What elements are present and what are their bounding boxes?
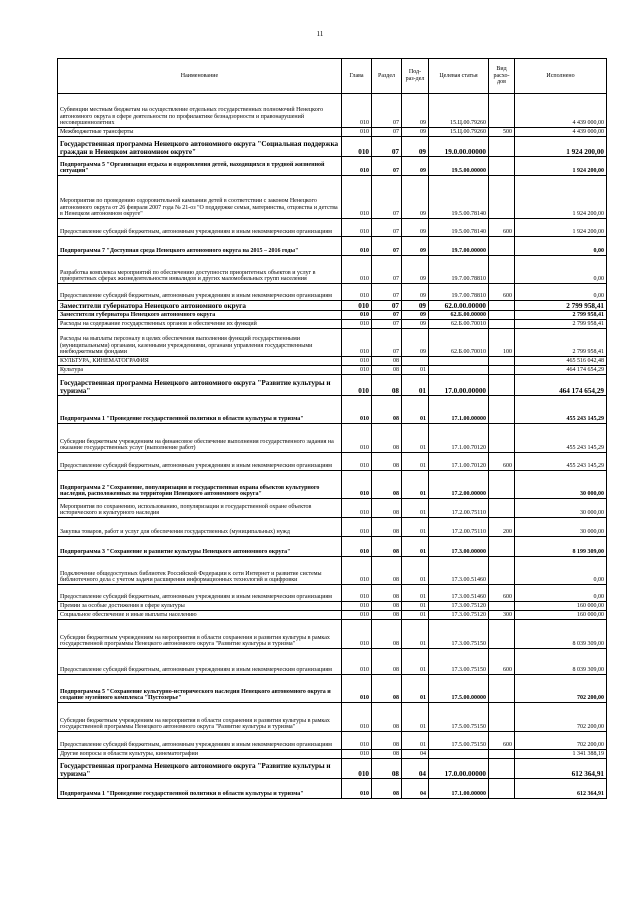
cell-podrazdel: 01 <box>402 537 429 557</box>
cell-amount: 2 799 958,41 <box>515 329 607 357</box>
cell-vid <box>489 750 515 759</box>
cell-vid: 600 <box>489 649 515 675</box>
cell-glava: 010 <box>342 675 372 703</box>
cell-podrazdel: 09 <box>402 320 429 329</box>
cell-glava: 010 <box>342 366 372 375</box>
table-row <box>58 471 607 499</box>
cell-glava: 010 <box>342 750 372 759</box>
cell-glava: 010 <box>342 311 372 320</box>
cell-razdel: 08 <box>372 703 402 732</box>
cell-name: Предоставление субсидий бюджетным, автономным учреждениям и иным некоммерческим организациям <box>58 585 342 602</box>
cell-name: Подпрограмма 1 "Проведение государственной политики в области культуры и туризма" <box>58 396 342 424</box>
cell-glava: 010 <box>342 219 372 237</box>
cell-target <box>429 366 489 375</box>
cell-amount: 455 243 145,29 <box>515 424 607 453</box>
cell-podrazdel: 09 <box>402 137 429 157</box>
cell-razdel: 08 <box>372 759 402 779</box>
cell-glava: 010 <box>342 94 372 128</box>
cell-target: 17.2.00.75110 <box>429 518 489 537</box>
cell-target: 62.Б.00.70010 <box>429 320 489 329</box>
cell-target: 17.3.00.75120 <box>429 602 489 611</box>
cell-glava: 010 <box>342 759 372 779</box>
cell-amount: 702 200,00 <box>515 732 607 750</box>
cell-amount: 4 439 000,00 <box>515 128 607 137</box>
cell-podrazdel: 04 <box>402 750 429 759</box>
cell-razdel: 08 <box>372 620 402 649</box>
cell-vid: 600 <box>489 732 515 750</box>
table-row <box>58 357 607 366</box>
cell-vid <box>489 675 515 703</box>
cell-podrazdel: 01 <box>402 557 429 585</box>
cell-target: 17.3.00.51460 <box>429 585 489 602</box>
cell-vid <box>489 499 515 518</box>
cell-podrazdel <box>402 357 429 366</box>
cell-name: Расходы на выплаты персоналу в целях обеспечения выполнения функций государственными (муниципальными) органами, казенными учреждениями, органами управления государственными внебюджетными фондами <box>58 329 342 357</box>
cell-glava: 010 <box>342 557 372 585</box>
cell-target: 19.5.00.00000 <box>429 157 489 176</box>
table-row <box>58 94 607 128</box>
cell-glava: 010 <box>342 537 372 557</box>
cell-podrazdel: 09 <box>402 94 429 128</box>
cell-name: Подпрограмма 5 "Сохранение культурно-исторического наследия Ненецкого автономного округа и создание музейного комплекса "Пустозерье" <box>58 675 342 703</box>
cell-razdel: 08 <box>372 585 402 602</box>
cell-podrazdel: 04 <box>402 759 429 779</box>
cell-vid <box>489 537 515 557</box>
cell-amount: 1 924 200,00 <box>515 157 607 176</box>
cell-name: Субвенции местным бюджетам на осуществление отдельных государственных полномочий Ненецкого автономного округа в сфере деятельности по профилактике безнадзорности и правонарушений несовершеннолетних <box>58 94 342 128</box>
header-name: Наименование <box>58 59 342 94</box>
cell-amount: 1 924 200,00 <box>515 219 607 237</box>
cell-target: 15.Ц.00.79260 <box>429 94 489 128</box>
cell-razdel: 08 <box>372 366 402 375</box>
cell-podrazdel: 01 <box>402 585 429 602</box>
cell-target: 17.1.00.00000 <box>429 396 489 424</box>
cell-podrazdel: 01 <box>402 366 429 375</box>
cell-vid <box>489 620 515 649</box>
cell-vid: 100 <box>489 329 515 357</box>
cell-name: Культура <box>58 366 342 375</box>
table-row <box>58 301 607 311</box>
cell-razdel: 07 <box>372 237 402 256</box>
table-row <box>58 779 607 799</box>
budget-table <box>57 58 607 799</box>
cell-target: 62.Б.00.00000 <box>429 311 489 320</box>
cell-amount: 0,00 <box>515 284 607 301</box>
cell-target: 19.7.00.00000 <box>429 237 489 256</box>
cell-vid: 600 <box>489 453 515 471</box>
table-row <box>58 128 607 137</box>
cell-razdel: 08 <box>372 750 402 759</box>
cell-target: 17.1.00.00000 <box>429 779 489 799</box>
table-row <box>58 219 607 237</box>
cell-glava: 010 <box>342 499 372 518</box>
cell-razdel: 08 <box>372 396 402 424</box>
cell-vid <box>489 602 515 611</box>
table-row <box>58 320 607 329</box>
cell-podrazdel: 09 <box>402 157 429 176</box>
cell-name: Субсидии бюджетным учреждениям на мероприятия в области сохранения и развития культуры в рамках государственной программы Ненецкого автономного округа "Развитие культуры и туризма" <box>58 703 342 732</box>
table-row <box>58 176 607 219</box>
cell-razdel: 08 <box>372 518 402 537</box>
cell-razdel: 07 <box>372 320 402 329</box>
cell-vid <box>489 471 515 499</box>
cell-vid <box>489 357 515 366</box>
cell-podrazdel: 09 <box>402 311 429 320</box>
table-row <box>58 453 607 471</box>
cell-podrazdel: 01 <box>402 649 429 675</box>
cell-amount: 464 174 654,29 <box>515 366 607 375</box>
cell-podrazdel: 09 <box>402 219 429 237</box>
table-row <box>58 284 607 301</box>
cell-razdel: 07 <box>372 94 402 128</box>
table-row <box>58 237 607 256</box>
cell-target <box>429 357 489 366</box>
cell-vid <box>489 779 515 799</box>
cell-name: Заместители губернатора Ненецкого автономного округа <box>58 301 342 311</box>
cell-glava: 010 <box>342 237 372 256</box>
cell-amount: 1 924 200,00 <box>515 176 607 219</box>
cell-name: Государственная программа Ненецкого автономного округа "Развитие культуры и туризма" <box>58 759 342 779</box>
table-row <box>58 557 607 585</box>
cell-glava: 010 <box>342 649 372 675</box>
table-row <box>58 396 607 424</box>
table-row <box>58 366 607 375</box>
table-row <box>58 329 607 357</box>
cell-vid <box>489 237 515 256</box>
header-podrazdel: Под-раз-дел <box>402 59 429 94</box>
cell-name: Предоставление субсидий бюджетным, автономным учреждениям и иным некоммерческим организациям <box>58 284 342 301</box>
cell-glava: 010 <box>342 611 372 620</box>
cell-glava: 010 <box>342 732 372 750</box>
cell-vid: 300 <box>489 611 515 620</box>
cell-name: Подпрограмма 7 "Доступная среда Ненецкого автономного округа на 2015 – 2016 годы" <box>58 237 342 256</box>
cell-vid: 600 <box>489 219 515 237</box>
cell-target: 17.3.00.75150 <box>429 649 489 675</box>
header-amount: Исполнено <box>515 59 607 94</box>
cell-name: Подпрограмма 2 "Сохранение, популяризация и государственная охрана объектов культурного наследия, расположенных на территории Ненецкого автономного округа" <box>58 471 342 499</box>
cell-target: 17.0.00.00000 <box>429 375 489 396</box>
table-row <box>58 750 607 759</box>
header-target: Целевая статья <box>429 59 489 94</box>
cell-name: Межбюджетные трансферты <box>58 128 342 137</box>
cell-podrazdel: 01 <box>402 611 429 620</box>
cell-razdel: 08 <box>372 424 402 453</box>
cell-amount: 30 000,00 <box>515 499 607 518</box>
cell-razdel: 08 <box>372 732 402 750</box>
cell-target: 17.5.00.75150 <box>429 703 489 732</box>
table-row <box>58 649 607 675</box>
cell-target: 17.0.00.00000 <box>429 759 489 779</box>
cell-name: Разработка комплекса мероприятий по обеспечению доступности приоритетных объектов и услуг в приоритетных сферах жизнедеятельности инвалидов и других маломобильных групп населения <box>58 256 342 284</box>
cell-vid <box>489 703 515 732</box>
cell-name: Подпрограмма 1 "Проведение государственной политики в области культуры и туризма" <box>58 779 342 799</box>
cell-vid <box>489 366 515 375</box>
cell-target: 62.Б.00.70010 <box>429 329 489 357</box>
cell-amount: 612 364,91 <box>515 779 607 799</box>
cell-razdel: 08 <box>372 675 402 703</box>
cell-razdel: 07 <box>372 137 402 157</box>
cell-glava: 010 <box>342 329 372 357</box>
cell-amount: 455 243 145,29 <box>515 453 607 471</box>
table-row <box>58 499 607 518</box>
cell-razdel: 07 <box>372 311 402 320</box>
cell-amount: 4 439 000,00 <box>515 94 607 128</box>
cell-glava: 010 <box>342 703 372 732</box>
cell-glava: 010 <box>342 128 372 137</box>
cell-podrazdel: 01 <box>402 471 429 499</box>
cell-target: 17.3.00.51460 <box>429 557 489 585</box>
cell-podrazdel: 01 <box>402 518 429 537</box>
cell-amount: 2 799 958,41 <box>515 320 607 329</box>
cell-amount: 0,00 <box>515 256 607 284</box>
table-row <box>58 620 607 649</box>
cell-podrazdel: 09 <box>402 256 429 284</box>
table-row <box>58 611 607 620</box>
cell-glava: 010 <box>342 301 372 311</box>
table-row <box>58 602 607 611</box>
cell-razdel: 07 <box>372 329 402 357</box>
cell-glava: 010 <box>342 602 372 611</box>
table-row <box>58 518 607 537</box>
cell-glava: 010 <box>342 256 372 284</box>
cell-glava: 010 <box>342 157 372 176</box>
cell-glava: 010 <box>342 375 372 396</box>
table-row <box>58 311 607 320</box>
cell-razdel: 07 <box>372 128 402 137</box>
cell-razdel: 07 <box>372 301 402 311</box>
cell-name: Предоставление субсидий бюджетным, автономным учреждениям и иным некоммерческим организациям <box>58 732 342 750</box>
cell-name: Предоставление субсидий бюджетным, автономным учреждениям и иным некоммерческим организациям <box>58 453 342 471</box>
cell-podrazdel: 01 <box>402 375 429 396</box>
cell-razdel: 08 <box>372 779 402 799</box>
cell-vid <box>489 157 515 176</box>
cell-vid: 600 <box>489 585 515 602</box>
cell-target: 19.7.00.78810 <box>429 256 489 284</box>
cell-glava: 010 <box>342 453 372 471</box>
cell-target: 17.2.00.75110 <box>429 499 489 518</box>
cell-amount: 1 341 388,19 <box>515 750 607 759</box>
cell-razdel: 07 <box>372 256 402 284</box>
cell-target: 19.0.00.00000 <box>429 137 489 157</box>
cell-vid <box>489 759 515 779</box>
cell-razdel: 08 <box>372 453 402 471</box>
cell-name: Субсидии бюджетным учреждениям на мероприятия в области сохранения и развития культуры в рамках государственной программы Ненецкого автономного округа "Развитие культуры и туризма" <box>58 620 342 649</box>
cell-glava: 010 <box>342 779 372 799</box>
cell-vid <box>489 176 515 219</box>
cell-target: 62.0.00.00000 <box>429 301 489 311</box>
cell-podrazdel: 09 <box>402 176 429 219</box>
table-row <box>58 675 607 703</box>
cell-razdel: 07 <box>372 219 402 237</box>
cell-name: Социальное обеспечение и иные выплаты населению <box>58 611 342 620</box>
cell-razdel: 08 <box>372 471 402 499</box>
cell-vid <box>489 311 515 320</box>
cell-name: КУЛЬТУРА, КИНЕМАТОГРАФИЯ <box>58 357 342 366</box>
cell-vid <box>489 424 515 453</box>
cell-name: Мероприятия по проведению оздоровительной кампании детей в соответствии с законом Ненецкого автономного округа от 26 февраля 2007 года № 21-оз "О поддержке семьи, материнства, отцовства и детства в Ненецком автономном округе" <box>58 176 342 219</box>
cell-vid <box>489 557 515 585</box>
cell-vid <box>489 375 515 396</box>
cell-glava: 010 <box>342 176 372 219</box>
cell-target: 19.5.00.78140 <box>429 219 489 237</box>
cell-amount: 465 516 042,48 <box>515 357 607 366</box>
cell-amount: 8 039 309,00 <box>515 620 607 649</box>
cell-vid <box>489 137 515 157</box>
cell-amount: 0,00 <box>515 557 607 585</box>
cell-name: Другие вопросы в области культуры, кинематографии <box>58 750 342 759</box>
cell-razdel: 08 <box>372 649 402 675</box>
cell-amount: 2 799 958,41 <box>515 311 607 320</box>
cell-razdel: 08 <box>372 499 402 518</box>
cell-podrazdel: 09 <box>402 237 429 256</box>
cell-razdel: 08 <box>372 611 402 620</box>
cell-name: Расходы на содержание государственных органов и обеспечение их функций <box>58 320 342 329</box>
cell-amount: 160 000,00 <box>515 602 607 611</box>
cell-razdel: 08 <box>372 375 402 396</box>
cell-target: 15.Ц.00.79260 <box>429 128 489 137</box>
cell-razdel: 07 <box>372 157 402 176</box>
cell-target: 17.2.00.00000 <box>429 471 489 499</box>
cell-glava: 010 <box>342 284 372 301</box>
cell-name: Предоставление субсидий бюджетным, автономным учреждениям и иным некоммерческим организациям <box>58 219 342 237</box>
table-row <box>58 137 607 157</box>
cell-amount: 464 174 654,29 <box>515 375 607 396</box>
cell-name: Государственная программа Ненецкого автономного округа "Развитие культуры и туризма" <box>58 375 342 396</box>
cell-name: Субсидии бюджетным учреждениям на финансовое обеспечение выполнения государственного задания на оказание государственных услуг (выполнение работ) <box>58 424 342 453</box>
table-row <box>58 585 607 602</box>
table-header-row <box>58 59 607 94</box>
cell-amount: 8 199 309,00 <box>515 537 607 557</box>
cell-glava: 010 <box>342 137 372 157</box>
cell-amount: 612 364,91 <box>515 759 607 779</box>
cell-amount: 1 924 200,00 <box>515 137 607 157</box>
table-row <box>58 256 607 284</box>
cell-glava: 010 <box>342 396 372 424</box>
cell-podrazdel: 01 <box>402 499 429 518</box>
cell-amount: 2 799 958,41 <box>515 301 607 311</box>
cell-vid <box>489 320 515 329</box>
cell-razdel: 07 <box>372 176 402 219</box>
table-row <box>58 759 607 779</box>
cell-razdel: 08 <box>372 537 402 557</box>
cell-amount: 702 200,00 <box>515 703 607 732</box>
cell-vid: 200 <box>489 518 515 537</box>
table-row <box>58 537 607 557</box>
cell-target: 19.5.00.78140 <box>429 176 489 219</box>
header-glava: Глава <box>342 59 372 94</box>
cell-podrazdel: 01 <box>402 396 429 424</box>
cell-podrazdel: 01 <box>402 620 429 649</box>
cell-glava: 010 <box>342 585 372 602</box>
cell-razdel: 07 <box>372 284 402 301</box>
cell-target: 17.1.00.70120 <box>429 424 489 453</box>
cell-amount: 30 000,00 <box>515 471 607 499</box>
header-vid: Вид расхо-дов <box>489 59 515 94</box>
cell-glava: 010 <box>342 357 372 366</box>
cell-target: 17.5.00.75150 <box>429 732 489 750</box>
cell-name: Подключение общедоступных библиотек Российской Федерации к сети Интернет и развитие системы библиотечного дела с учетом задачи расширения информационных технологий и оцифровки <box>58 557 342 585</box>
cell-glava: 010 <box>342 424 372 453</box>
cell-name: Мероприятия по сохранению, использованию, популяризации и государственной охране объектов исторического и культурного наследия <box>58 499 342 518</box>
cell-target: 19.7.00.78810 <box>429 284 489 301</box>
table-row <box>58 375 607 396</box>
cell-glava: 010 <box>342 320 372 329</box>
cell-vid: 500 <box>489 128 515 137</box>
cell-podrazdel: 09 <box>402 284 429 301</box>
cell-name: Подпрограмма 5 "Организация отдыха и оздоровления детей, находящихся в трудной жизненной ситуации" <box>58 157 342 176</box>
cell-name: Предоставление субсидий бюджетным, автономным учреждениям и иным некоммерческим организациям <box>58 649 342 675</box>
cell-glava: 010 <box>342 620 372 649</box>
table-row <box>58 157 607 176</box>
cell-target: 17.5.00.00000 <box>429 675 489 703</box>
cell-podrazdel: 09 <box>402 128 429 137</box>
cell-vid: 600 <box>489 284 515 301</box>
cell-razdel: 08 <box>372 557 402 585</box>
cell-podrazdel: 01 <box>402 703 429 732</box>
cell-amount: 8 039 309,00 <box>515 649 607 675</box>
cell-glava: 010 <box>342 471 372 499</box>
cell-vid <box>489 396 515 424</box>
cell-podrazdel: 01 <box>402 424 429 453</box>
cell-podrazdel: 09 <box>402 301 429 311</box>
cell-target: 17.3.00.00000 <box>429 537 489 557</box>
cell-podrazdel: 09 <box>402 329 429 357</box>
cell-target: 17.1.00.70120 <box>429 453 489 471</box>
cell-amount: 0,00 <box>515 237 607 256</box>
cell-amount: 160 000,00 <box>515 611 607 620</box>
cell-name: Закупка товаров, работ и услуг для обеспечения государственных (муниципальных) нужд <box>58 518 342 537</box>
cell-amount: 30 000,00 <box>515 518 607 537</box>
cell-podrazdel: 01 <box>402 602 429 611</box>
cell-glava: 010 <box>342 518 372 537</box>
cell-vid <box>489 256 515 284</box>
page-number: 11 <box>316 30 324 38</box>
cell-podrazdel: 01 <box>402 675 429 703</box>
cell-name: Государственная программа Ненецкого автономного округа "Социальная поддержка граждан в Ненецком автономном округе" <box>58 137 342 157</box>
table-row <box>58 703 607 732</box>
cell-razdel: 08 <box>372 357 402 366</box>
table-row <box>58 732 607 750</box>
cell-name: Заместители губернатора Ненецкого автономного округа <box>58 311 342 320</box>
cell-name: Подпрограмма 3 "Сохранение и развитие культуры Ненецкого автономного округа" <box>58 537 342 557</box>
cell-amount: 455 243 145,29 <box>515 396 607 424</box>
cell-name: Премии за особые достижения в сфере культуры <box>58 602 342 611</box>
cell-target: 17.3.00.75150 <box>429 620 489 649</box>
cell-podrazdel: 01 <box>402 732 429 750</box>
cell-target: 17.3.00.75120 <box>429 611 489 620</box>
cell-vid <box>489 301 515 311</box>
cell-amount: 0,00 <box>515 585 607 602</box>
cell-amount: 702 200,00 <box>515 675 607 703</box>
header-razdel: Раздел <box>372 59 402 94</box>
cell-podrazdel: 01 <box>402 453 429 471</box>
cell-razdel: 08 <box>372 602 402 611</box>
cell-podrazdel: 04 <box>402 779 429 799</box>
cell-target <box>429 750 489 759</box>
table-body <box>58 94 607 799</box>
table-row <box>58 424 607 453</box>
cell-vid <box>489 94 515 128</box>
